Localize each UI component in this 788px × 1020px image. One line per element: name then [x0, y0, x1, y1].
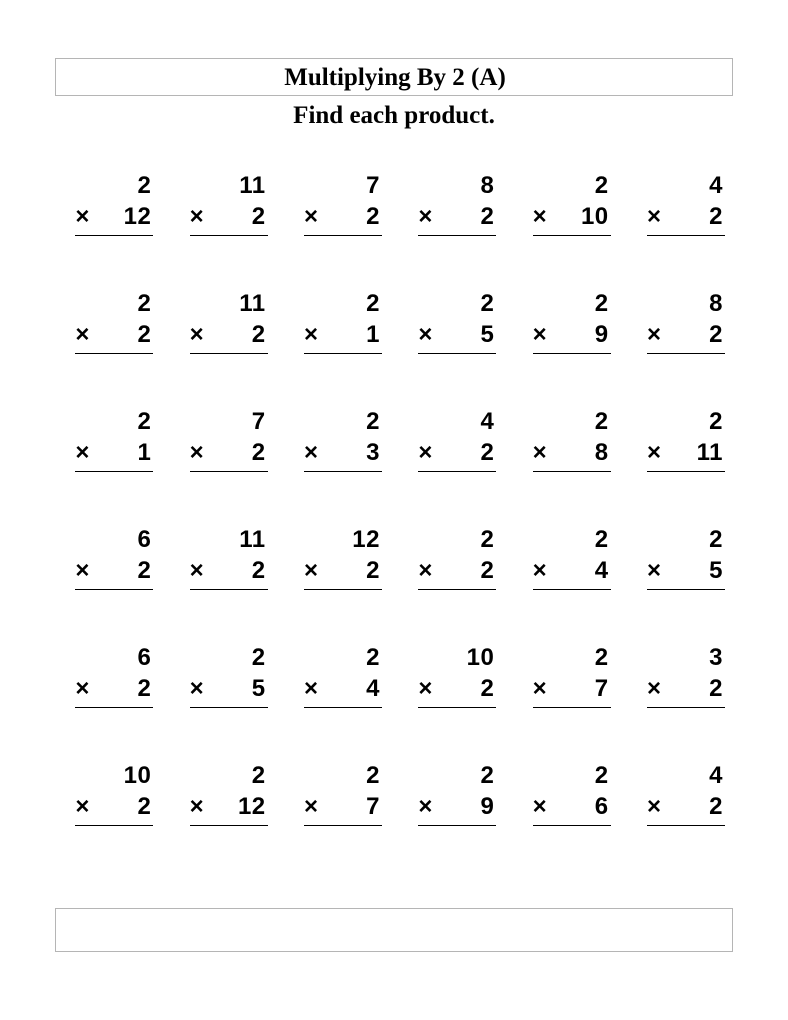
- problem-inner: [533, 407, 611, 510]
- operand-row: [418, 201, 496, 233]
- answer-space[interactable]: [304, 590, 382, 628]
- operand-top: 2: [366, 644, 380, 671]
- multiply-sign-icon: ×: [189, 557, 204, 584]
- operand-row: [533, 555, 611, 587]
- multiplication-problem: [398, 165, 512, 283]
- operand-top: 2: [366, 762, 380, 789]
- multiply-sign-icon: ×: [189, 321, 204, 348]
- operand-row: [75, 673, 153, 705]
- operand-top: 7: [251, 408, 266, 435]
- problem-inner: [190, 407, 268, 510]
- operand-top: 2: [594, 762, 609, 789]
- operand-top: 2: [137, 290, 152, 317]
- multiply-sign-icon: ×: [418, 793, 433, 820]
- multiplication-problem: [398, 755, 512, 873]
- answer-space[interactable]: [647, 472, 725, 510]
- problems-grid: [55, 165, 741, 873]
- operand-top: 2: [251, 762, 266, 789]
- answer-space[interactable]: [75, 708, 153, 746]
- operand-bottom: 8: [594, 439, 609, 466]
- multiplication-problem: [169, 401, 283, 519]
- multiplication-problem: [627, 755, 741, 873]
- operand-bottom: 1: [366, 321, 380, 348]
- operand-top: 2: [137, 408, 152, 435]
- multiplication-problem: [55, 165, 169, 283]
- operand-bottom: 2: [137, 321, 152, 348]
- operand-bottom: 5: [480, 321, 495, 348]
- operand-top: 2: [709, 526, 723, 553]
- operand-top: 8: [480, 172, 495, 199]
- problem-inner: [190, 171, 268, 274]
- answer-space[interactable]: [190, 236, 268, 274]
- multiplication-problem: [398, 637, 512, 755]
- multiplication-problem: [55, 519, 169, 637]
- operand-row: [418, 791, 496, 823]
- operand-bottom: 4: [594, 557, 609, 584]
- operand-row: [304, 437, 382, 469]
- operand-bottom: 2: [709, 203, 723, 230]
- answer-space[interactable]: [190, 472, 268, 510]
- answer-space[interactable]: [418, 590, 496, 628]
- operand-bottom: 2: [366, 203, 380, 230]
- multiplication-problem: [512, 755, 626, 873]
- operand-bottom: 3: [366, 439, 380, 466]
- multiplication-problem: [55, 637, 169, 755]
- multiply-sign-icon: ×: [647, 321, 662, 348]
- multiplication-problem: [512, 283, 626, 401]
- multiply-sign-icon: ×: [75, 793, 90, 820]
- multiplication-problem: [398, 519, 512, 637]
- multiplication-problem: [169, 283, 283, 401]
- operand-top: 10: [123, 762, 152, 789]
- page-title: Multiplying By 2 (A): [284, 64, 506, 91]
- answer-space[interactable]: [75, 826, 153, 864]
- operand-top: 2: [366, 408, 380, 435]
- operand-bottom: 7: [366, 793, 380, 820]
- multiplication-problem: [512, 637, 626, 755]
- multiplication-problem: [169, 637, 283, 755]
- answer-space[interactable]: [647, 708, 725, 746]
- operand-top: 12: [352, 526, 380, 553]
- multiplication-problem: [627, 165, 741, 283]
- operand-top: 2: [251, 644, 266, 671]
- operand-row: [418, 673, 496, 705]
- multiplication-problem: [627, 401, 741, 519]
- multiplication-problem: [627, 519, 741, 637]
- multiplication-problem: [284, 401, 398, 519]
- multiply-sign-icon: ×: [75, 203, 90, 230]
- operand-row: [647, 555, 725, 587]
- answer-space[interactable]: [190, 354, 268, 392]
- title-box: [55, 58, 733, 96]
- operand-bottom: 10: [580, 203, 609, 230]
- operand-row: [75, 437, 153, 469]
- operand-row: [190, 555, 268, 587]
- multiplication-problem: [55, 401, 169, 519]
- multiply-sign-icon: ×: [189, 439, 204, 466]
- problem-inner: [418, 407, 496, 510]
- operand-row: [190, 437, 268, 469]
- multiply-sign-icon: ×: [75, 321, 90, 348]
- multiply-sign-icon: ×: [647, 439, 662, 466]
- problem-inner: [304, 171, 382, 274]
- operand-bottom: 5: [251, 675, 266, 702]
- operand-top: 2: [594, 172, 609, 199]
- answer-space[interactable]: [75, 472, 153, 510]
- operand-row: [304, 555, 382, 587]
- operand-top: 2: [594, 290, 609, 317]
- answer-space[interactable]: [533, 472, 611, 510]
- answer-space[interactable]: [418, 354, 496, 392]
- multiply-sign-icon: ×: [532, 321, 547, 348]
- operand-bottom: 2: [480, 439, 495, 466]
- operand-top: 4: [709, 762, 723, 789]
- operand-top: 10: [466, 644, 495, 671]
- multiply-sign-icon: ×: [418, 439, 433, 466]
- problem-inner: [533, 525, 611, 628]
- operand-top: 11: [239, 526, 266, 553]
- operand-top: 2: [709, 408, 723, 435]
- multiplication-problem: [398, 283, 512, 401]
- answer-space[interactable]: [418, 708, 496, 746]
- operand-row: [304, 673, 382, 705]
- problem-inner: [418, 761, 496, 864]
- operand-bottom: 2: [709, 321, 723, 348]
- answer-space[interactable]: [533, 236, 611, 274]
- multiply-sign-icon: ×: [304, 439, 319, 466]
- multiply-sign-icon: ×: [189, 793, 204, 820]
- answer-space[interactable]: [75, 354, 153, 392]
- operand-row: [304, 319, 382, 351]
- multiply-sign-icon: ×: [418, 675, 433, 702]
- multiply-sign-icon: ×: [418, 203, 433, 230]
- answer-space[interactable]: [75, 236, 153, 274]
- answer-space[interactable]: [190, 708, 268, 746]
- multiply-sign-icon: ×: [532, 439, 547, 466]
- answer-space[interactable]: [304, 708, 382, 746]
- answer-space[interactable]: [533, 354, 611, 392]
- problem-inner: [418, 525, 496, 628]
- operand-bottom: 9: [480, 793, 495, 820]
- multiplication-problem: [55, 283, 169, 401]
- problem-inner: [533, 761, 611, 864]
- problem-inner: [304, 525, 382, 628]
- operand-row: [418, 555, 496, 587]
- answer-space[interactable]: [647, 354, 725, 392]
- multiply-sign-icon: ×: [75, 439, 90, 466]
- operand-row: [533, 201, 611, 233]
- operand-top: 2: [480, 762, 495, 789]
- problem-inner: [647, 289, 725, 392]
- operand-row: [190, 319, 268, 351]
- problem-inner: [190, 643, 268, 746]
- operand-top: 7: [366, 172, 380, 199]
- multiplication-problem: [169, 519, 283, 637]
- operand-top: 6: [137, 644, 152, 671]
- operand-row: [647, 437, 725, 469]
- operand-row: [190, 673, 268, 705]
- answer-space[interactable]: [190, 590, 268, 628]
- multiply-sign-icon: ×: [304, 557, 319, 584]
- problem-inner: [304, 407, 382, 510]
- problem-inner: [75, 643, 153, 746]
- operand-row: [647, 319, 725, 351]
- multiplication-problem: [627, 283, 741, 401]
- operand-bottom: 2: [251, 203, 266, 230]
- multiply-sign-icon: ×: [189, 675, 204, 702]
- problem-inner: [190, 525, 268, 628]
- answer-space[interactable]: [533, 590, 611, 628]
- operand-row: [533, 673, 611, 705]
- operand-row: [304, 201, 382, 233]
- operand-bottom: 5: [709, 557, 723, 584]
- answer-space[interactable]: [647, 590, 725, 628]
- operand-bottom: 11: [696, 439, 723, 466]
- multiply-sign-icon: ×: [647, 557, 662, 584]
- operand-bottom: 6: [594, 793, 609, 820]
- operand-row: [75, 201, 153, 233]
- multiplication-problem: [169, 755, 283, 873]
- operand-bottom: 2: [709, 793, 723, 820]
- answer-space[interactable]: [304, 236, 382, 274]
- operand-top: 4: [709, 172, 723, 199]
- answer-space[interactable]: [418, 236, 496, 274]
- multiply-sign-icon: ×: [304, 321, 319, 348]
- multiplication-problem: [284, 283, 398, 401]
- problem-inner: [647, 761, 725, 864]
- operand-bottom: 7: [594, 675, 609, 702]
- multiplication-problem: [284, 755, 398, 873]
- answer-space[interactable]: [75, 590, 153, 628]
- operand-bottom: 2: [366, 557, 380, 584]
- multiply-sign-icon: ×: [418, 557, 433, 584]
- multiply-sign-icon: ×: [532, 793, 547, 820]
- problem-inner: [304, 761, 382, 864]
- multiplication-problem: [398, 401, 512, 519]
- operand-top: 2: [594, 644, 609, 671]
- multiply-sign-icon: ×: [304, 793, 319, 820]
- operand-bottom: 12: [123, 203, 152, 230]
- multiply-sign-icon: ×: [532, 203, 547, 230]
- multiplication-problem: [284, 519, 398, 637]
- operand-bottom: 2: [480, 557, 495, 584]
- operand-top: 2: [480, 290, 495, 317]
- problem-inner: [75, 289, 153, 392]
- answer-space[interactable]: [533, 708, 611, 746]
- operand-top: 11: [239, 290, 266, 317]
- multiply-sign-icon: ×: [647, 675, 662, 702]
- multiplication-problem: [512, 165, 626, 283]
- operand-row: [75, 791, 153, 823]
- operand-bottom: 4: [366, 675, 380, 702]
- operand-row: [190, 201, 268, 233]
- multiplication-problem: [169, 165, 283, 283]
- operand-top: 2: [594, 408, 609, 435]
- operand-top: 3: [709, 644, 723, 671]
- problem-inner: [647, 643, 725, 746]
- operand-bottom: 2: [251, 439, 266, 466]
- operand-top: 4: [480, 408, 495, 435]
- operand-bottom: 1: [137, 439, 152, 466]
- operand-top: 6: [137, 526, 152, 553]
- operand-bottom: 2: [480, 203, 495, 230]
- problem-inner: [418, 171, 496, 274]
- page-subtitle: Find each product.: [293, 102, 495, 129]
- operand-row: [190, 791, 268, 823]
- multiply-sign-icon: ×: [304, 203, 319, 230]
- operand-top: 2: [480, 526, 495, 553]
- answer-space[interactable]: [533, 826, 611, 864]
- problem-inner: [75, 525, 153, 628]
- problem-inner: [533, 289, 611, 392]
- multiply-sign-icon: ×: [647, 793, 662, 820]
- answer-space[interactable]: [418, 472, 496, 510]
- operand-top: 11: [239, 172, 266, 199]
- operand-row: [533, 791, 611, 823]
- operand-row: [418, 319, 496, 351]
- answer-space[interactable]: [418, 826, 496, 864]
- problem-inner: [75, 761, 153, 864]
- operand-row: [304, 791, 382, 823]
- multiply-sign-icon: ×: [647, 203, 662, 230]
- problem-inner: [533, 643, 611, 746]
- operand-row: [533, 319, 611, 351]
- problem-inner: [190, 289, 268, 392]
- operand-bottom: 12: [237, 793, 266, 820]
- answer-space[interactable]: [647, 236, 725, 274]
- operand-row: [75, 319, 153, 351]
- multiplication-problem: [284, 165, 398, 283]
- operand-bottom: 2: [137, 675, 152, 702]
- multiply-sign-icon: ×: [189, 203, 204, 230]
- operand-row: [647, 791, 725, 823]
- operand-bottom: 2: [251, 321, 266, 348]
- operand-row: [647, 673, 725, 705]
- operand-bottom: 2: [251, 557, 266, 584]
- problem-inner: [304, 643, 382, 746]
- operand-bottom: 2: [480, 675, 495, 702]
- operand-top: 2: [137, 172, 152, 199]
- operand-row: [418, 437, 496, 469]
- problem-inner: [533, 171, 611, 274]
- problem-inner: [304, 289, 382, 392]
- problem-inner: [418, 643, 496, 746]
- multiply-sign-icon: ×: [532, 675, 547, 702]
- multiplication-problem: [627, 637, 741, 755]
- problem-inner: [647, 407, 725, 510]
- answer-space[interactable]: [304, 354, 382, 392]
- operand-row: [647, 201, 725, 233]
- problem-inner: [190, 761, 268, 864]
- problem-inner: [647, 525, 725, 628]
- multiply-sign-icon: ×: [75, 675, 90, 702]
- multiplication-problem: [512, 401, 626, 519]
- operand-bottom: 2: [709, 675, 723, 702]
- problem-inner: [75, 407, 153, 510]
- problem-inner: [418, 289, 496, 392]
- operand-bottom: 9: [594, 321, 609, 348]
- answer-space[interactable]: [304, 472, 382, 510]
- operand-bottom: 2: [137, 557, 152, 584]
- multiply-sign-icon: ×: [532, 557, 547, 584]
- operand-top: 8: [709, 290, 723, 317]
- multiplication-problem: [55, 755, 169, 873]
- footer-box: [55, 908, 733, 952]
- multiply-sign-icon: ×: [304, 675, 319, 702]
- operand-row: [75, 555, 153, 587]
- problem-inner: [75, 171, 153, 274]
- operand-row: [533, 437, 611, 469]
- answer-space[interactable]: [647, 826, 725, 864]
- operand-bottom: 2: [137, 793, 152, 820]
- operand-top: 2: [594, 526, 609, 553]
- multiply-sign-icon: ×: [75, 557, 90, 584]
- multiplication-problem: [284, 637, 398, 755]
- operand-top: 2: [366, 290, 380, 317]
- multiplication-problem: [512, 519, 626, 637]
- multiply-sign-icon: ×: [418, 321, 433, 348]
- answer-space[interactable]: [304, 826, 382, 864]
- problem-inner: [647, 171, 725, 274]
- answer-space[interactable]: [190, 826, 268, 864]
